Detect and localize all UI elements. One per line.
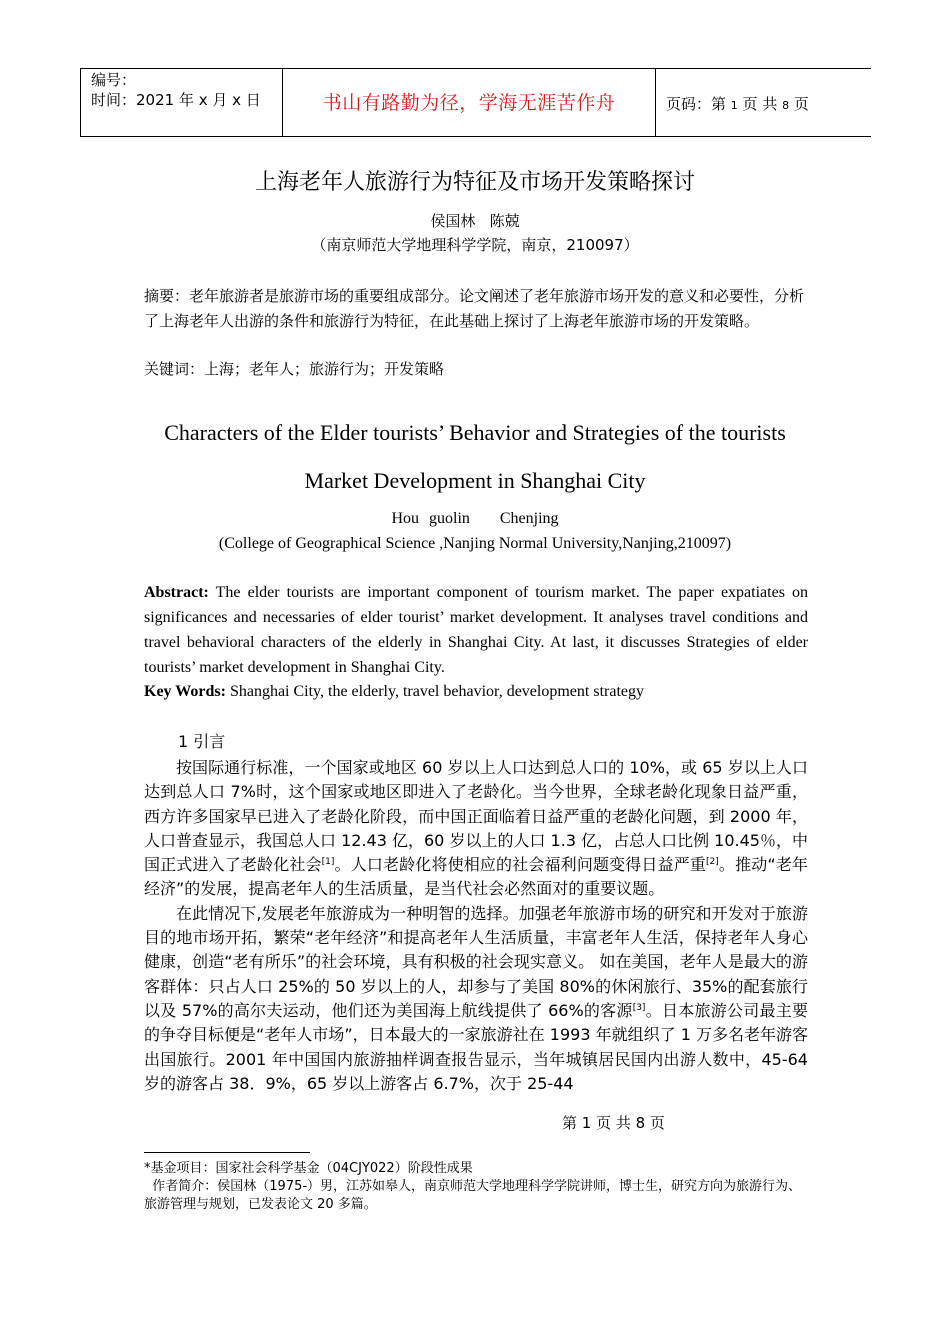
keywords-en [144, 681, 808, 703]
header-info-cell [81, 69, 283, 136]
document-time-label: 时间：2021 年 x 月 x 日 [91, 91, 261, 109]
header-motto-cell [283, 69, 656, 136]
paper-title-cn: 上海老年人旅游行为特征及市场开发策略探讨 [254, 170, 695, 195]
footnote-funding: *基金项目：国家社会科学基金（04CJY022）阶段性成果 [144, 1161, 473, 1176]
keywords-en-text: Shanghai City, the elderly, travel behavior, development strategy [225, 683, 644, 700]
citation: [3] [632, 1002, 646, 1013]
keywords-en-label: Key Words: [144, 683, 226, 700]
citation: [2] [706, 857, 719, 868]
footnote-author-bio: 作者简介：侯国林（1975-）男，江苏如皋人，南京师范大学地理科学学院讲师，博士生，研究方向为旅游行为、旅游管理与规划，已发表论文 20 多篇。 [144, 1179, 802, 1212]
document-header [80, 68, 871, 137]
affiliation-en: (College of Geographical Science ,Nanjing Normal University,Nanjing,210097) [218, 535, 732, 552]
authors-en: Hou guolin Chenjing [391, 510, 559, 527]
document-number-label: 编号： [91, 71, 137, 89]
paragraph: 在此情况下,发展老年旅游成为一种明智的选择。加强老年旅游市场的研究和开发对于旅游目的地市场开拓，繁荣“老年经济”和提高老年人生活质量，丰富老年人生活，保持老年人身心健康，创造“老有所乐”的社会环境，具有积极的社会现实意义。 如在美国，老年人是最大的游客群体：只占人口 25%的 50 岁以上的人，却参与了美国 80%的休闲旅行、35%的配套旅行以及 57%的高尔夫运动，他们还为美国海上航线提供了 66%的客源[3]。日本旅游公司最主要的争夺目标便是“老年人市场”，日本最大的一家旅游社在 1993 年就组织了 1 万多名老年游客出国旅行。2001 年中国国内旅游抽样调查报告显示，当年城镇居民国内出游人数中，45-64 岁的游客占 38．9%，65 岁以上游客占 6.7%，次于 25-44 [144, 903, 808, 1093]
paper-title-en-line2: Market Development in Shanghai City [304, 468, 646, 493]
body-text [144, 756, 808, 1096]
abstract-cn: 摘要：老年旅游者是旅游市场的重要组成部分。论文阐述了老年旅游市场开发的意义和必要性，分析了上海老年人出游的条件和旅游行为特征，在此基础上探讨了上海老年旅游市场的开发策略。 [144, 287, 805, 330]
header-page-cell [656, 69, 871, 136]
affiliation-cn: （南京师范大学地理科学学院，南京，210097） [311, 236, 639, 254]
citation: [1] [321, 857, 335, 868]
abstract-en [144, 580, 808, 680]
page-footer: 第 1 页 共 8 页 [562, 1114, 665, 1132]
abstract-en-label: Abstract: [144, 584, 209, 601]
header-motto: 书山有路勤为径，学海无涯苦作舟 [322, 92, 616, 114]
section-heading: 1 引言 [178, 732, 226, 751]
paper-title-en-line1: Characters of the Elder tourists’ Behavior and Strategies of the tourists [164, 420, 786, 445]
authors-cn: 侯国林 陈兢 [430, 212, 520, 230]
abstract-en-text: The elder tourists are important component of tourism market. The paper expatiates on significances and necessaries of elder tourist’ market development. It analyses travel conditions and travel behavioral characters of the elderly in Shanghai City. At last, it discusses Strategies of elder tourists’ market development in Shanghai City. [144, 584, 808, 676]
header-page-number: 页码：第 1 页 共 8 页 [666, 95, 809, 113]
paragraph: 按国际通行标准，一个国家或地区 60 岁以上人口达到总人口的 10%，或 65 岁以上人口达到总人口 7%时，这个国家或地区即进入了老龄化。当今世界，全球老龄化现象日益严重，西方许多国家早已进入了老龄化阶段，而中国正面临着日益严重的老龄化问题，到 2000 年，人口普查显示，我国总人口 12.43 亿，60 岁以上的人口 1.3 亿，占总人口比例 10.45％，中国正式进入了老龄化社会[1]。人口老龄化将使相应的社会福利问题变得日益严重[2]。推动“老年经济”的发展，提高老年人的生活质量，是当代社会必然面对的重要议题。 [144, 758, 808, 899]
keywords-cn: 关键词：上海；老年人；旅游行为；开发策略 [144, 360, 445, 378]
footnote-divider [144, 1152, 310, 1153]
